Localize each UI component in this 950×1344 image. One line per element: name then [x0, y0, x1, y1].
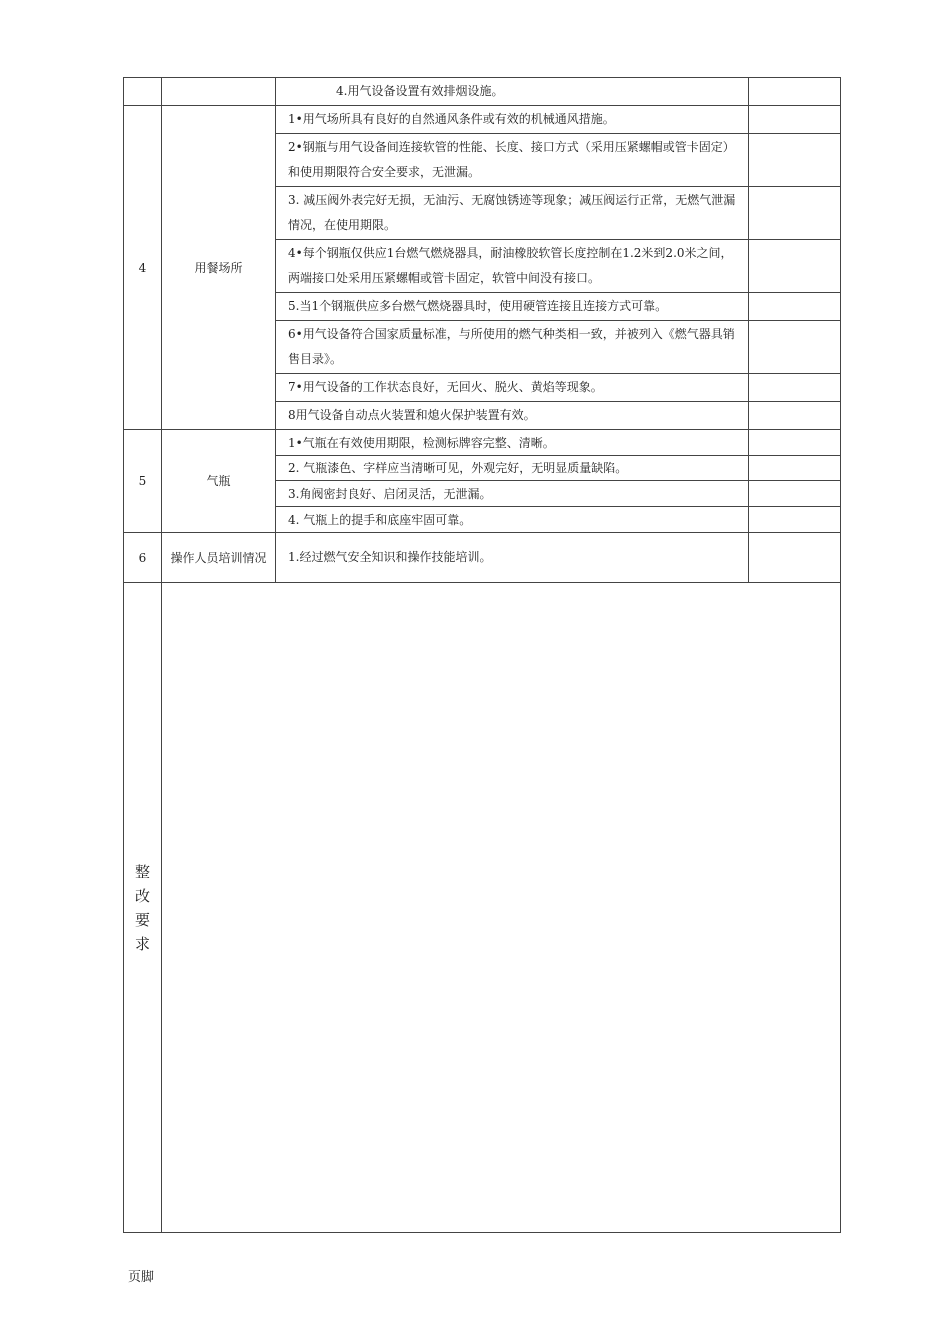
table-row	[124, 78, 841, 106]
check-item: 2. 气瓶漆色、字样应当清晰可见，外观完好，无明显质量缺陷。	[276, 456, 749, 481]
requirements-label-char: 求	[134, 934, 150, 953]
result-cell[interactable]	[749, 240, 841, 293]
section-number: 5	[124, 430, 162, 533]
check-item: 1.经过燃气安全知识和操作技能培训。	[276, 533, 749, 583]
section-category: 气瓶	[162, 430, 276, 533]
row-number-cell	[124, 78, 162, 106]
result-cell[interactable]	[749, 430, 841, 456]
check-item: 2•钢瓶与用气设备间连接软管的性能、长度、接口方式（采用压紧螺帽或管卡固定）和使用期限符合安全要求，无泄漏。	[276, 134, 749, 187]
table-row	[124, 533, 841, 583]
check-item: 3. 减压阀外表完好无损，无油污、无腐蚀锈迹等现象；减压阀运行正常，无燃气泄漏情况，在使用期限。	[276, 187, 749, 240]
requirements-label	[124, 583, 162, 1233]
page-footer: 页脚	[128, 1270, 155, 1285]
result-cell[interactable]	[749, 106, 841, 134]
requirements-content[interactable]	[162, 583, 841, 1233]
check-item: 8用气设备自动点火装置和熄火保护装置有效。	[276, 402, 749, 430]
table-row	[124, 430, 841, 456]
result-cell[interactable]	[749, 187, 841, 240]
result-cell[interactable]	[749, 481, 841, 507]
check-item: 3.角阀密封良好、启闭灵活，无泄漏。	[276, 481, 749, 507]
requirements-label-char: 整	[134, 862, 150, 881]
table-row	[124, 106, 841, 134]
section-category: 用餐场所	[162, 106, 276, 430]
result-cell[interactable]	[749, 402, 841, 430]
result-cell[interactable]	[749, 456, 841, 481]
section-number: 4	[124, 106, 162, 430]
inspection-table	[123, 77, 841, 1233]
requirements-label-char: 要	[134, 910, 150, 929]
result-cell[interactable]	[749, 321, 841, 374]
requirements-row	[124, 583, 841, 1233]
section-category: 操作人员培训情况	[162, 533, 276, 583]
result-cell[interactable]	[749, 374, 841, 402]
requirements-label-char: 改	[134, 886, 150, 905]
check-item: 4.用气设备设置有效排烟设施。	[276, 78, 749, 106]
result-cell[interactable]	[749, 78, 841, 106]
check-item: 1•用气场所具有良好的自然通风条件或有效的机械通风措施。	[276, 106, 749, 134]
result-cell[interactable]	[749, 507, 841, 533]
check-item: 6•用气设备符合国家质量标准，与所使用的燃气种类相一致，并被列入《燃气器具销售目录》。	[276, 321, 749, 374]
check-item: 1•气瓶在有效使用期限，检测标牌容完整、清晰。	[276, 430, 749, 456]
result-cell[interactable]	[749, 533, 841, 583]
check-item: 7•用气设备的工作状态良好，无回火、脱火、黄焰等现象。	[276, 374, 749, 402]
result-cell[interactable]	[749, 293, 841, 321]
result-cell[interactable]	[749, 134, 841, 187]
category-cell	[162, 78, 276, 106]
check-item: 4•每个钢瓶仅供应1台燃气燃烧器具，耐油橡胶软管长度控制在1.2米到2.0米之间，两端接口处采用压紧螺帽或管卡固定，软管中间没有接口。	[276, 240, 749, 293]
check-item: 5.当1个钢瓶供应多台燃气燃烧器具时，使用硬管连接且连接方式可靠。	[276, 293, 749, 321]
check-item: 4. 气瓶上的提手和底座牢固可靠。	[276, 507, 749, 533]
section-number: 6	[124, 533, 162, 583]
